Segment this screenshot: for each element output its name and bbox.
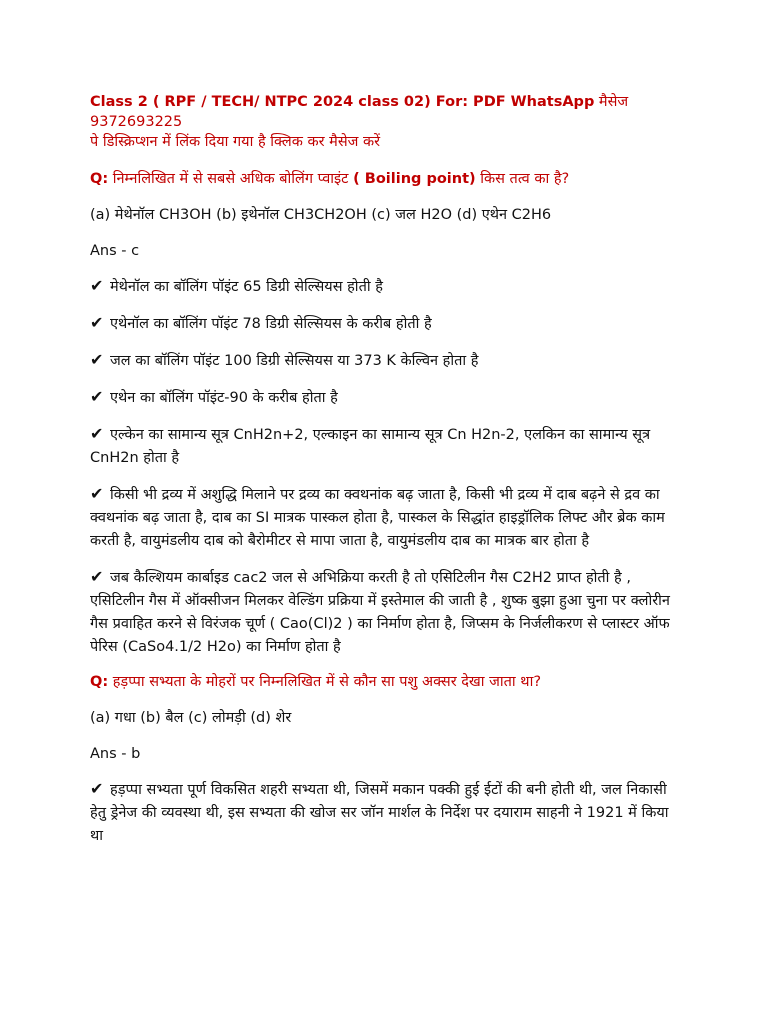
question-label: Q: — [90, 171, 109, 187]
check-icon: ✔ — [90, 350, 104, 369]
point-text: एथेन का बॉलिंग पॉइंट-90 के करीब होता है — [110, 390, 338, 406]
explanation-point — [90, 274, 676, 299]
point-text: एथेनॉल का बॉलिंग पॉइंट 78 डिग्री सेल्सियस के करीब होती है — [110, 316, 432, 332]
check-icon: ✔ — [90, 313, 104, 332]
header-line-2: पे डिस्क्रिप्शन में लिंक दिया गया है क्लिक कर मैसेज करें — [90, 134, 381, 150]
check-icon: ✔ — [90, 424, 104, 443]
question-text: हड़प्पा सभ्यता के मोहरों पर निम्नलिखित में से कौन सा पशु अक्सर देखा जाता था? — [108, 674, 542, 690]
check-icon: ✔ — [90, 276, 104, 295]
question-2-options: (a) गधा (b) बैल (c) लोमड़ी (d) शेर — [90, 710, 292, 726]
header-note — [90, 92, 676, 152]
check-icon: ✔ — [90, 484, 104, 503]
explanation-point — [90, 422, 676, 470]
question-label: Q: — [90, 674, 109, 690]
point-text: किसी भी द्रव्य में अशुद्धि मिलाने पर द्रव्य का क्वथनांक बढ़ जाता है, किसी भी द्रव्य में दाब बढ़ने से द्रव का क्वथनांक बढ़ जाता है, दाब का SI मात्रक पास्कल होता है, पास्कल के सिद्धांत हाइड्रॉलिक लिफ्ट और ब्रेक काम करती है, वायुमंडलीय दाब को बैरोमीटर से मापा जाता है, वायुमंडलीय दाब का मात्रक बार होता है — [90, 487, 665, 549]
question-text-bold: ( Boiling point) — [353, 171, 476, 187]
question-text-end: किस तत्व का है? — [475, 171, 570, 187]
question-2-answer: Ans - b — [90, 746, 141, 762]
point-text: हड़प्पा सभ्यता पूर्ण विकसित शहरी सभ्यता थी, जिसमें मकान पक्की हुई ईटों की बनी होती थी, जल निकासी हेतु ड्रेनेज की व्यवस्था थी, इस सभ्यता की खोज सर जॉन मार्शल के निर्देश पर दयाराम साहनी ने 1921 में किया था — [90, 782, 669, 844]
header-whatsapp-number: मैसेज 9372693225 — [90, 94, 629, 130]
question-1 — [90, 168, 676, 190]
point-text: जल का बॉलिंग पॉइंट 100 डिग्री सेल्सियस या 373 K केल्विन होता है — [110, 353, 479, 369]
question-2 — [90, 671, 676, 693]
explanation-point — [90, 311, 676, 336]
explanation-point — [90, 482, 676, 553]
explanation-point — [90, 385, 676, 410]
point-text: मेथेनॉल का बॉलिंग पॉइंट 65 डिग्री सेल्सियस होती है — [110, 279, 383, 295]
question-text: निम्नलिखित में से सबसे अधिक बोलिंग प्वाइंट — [108, 171, 354, 187]
explanation-point — [90, 565, 676, 659]
header-line-1 — [90, 92, 676, 132]
header-course-title: Class 2 ( RPF / TECH/ NTPC 2024 class 02) For: PDF WhatsApp — [90, 94, 595, 110]
question-1-options: (a) मेथेनॉल CH3OH (b) इथेनॉल CH3CH2OH (c) जल H2O (d) एथेन C2H6 — [90, 207, 552, 223]
point-text: एल्केन का सामान्य सूत्र CnH2n+2, एल्काइन का सामान्य सूत्र Cn H2n-2, एलकिन का सामान्य सूत्र CnH2n होता है — [90, 427, 651, 466]
explanation-point — [90, 777, 676, 848]
check-icon: ✔ — [90, 779, 104, 798]
question-1-answer: Ans - c — [90, 243, 140, 259]
check-icon: ✔ — [90, 567, 104, 586]
check-icon: ✔ — [90, 387, 104, 406]
explanation-point — [90, 348, 676, 373]
point-text: जब कैल्शियम कार्बाइड cac2 जल से अभिक्रिया करती है तो एसिटिलीन गैस C2H2 प्राप्त होती है , एसिटिलीन गैस में ऑक्सीजन मिलकर वेल्डिंग प्रक्रिया में इस्तेमाल की जाती है , शुष्क बुझा हुआ चुना पर क्लोरीन गैस प्रवाहित करने से विरंजक चूर्ण ( Cao(Cl)2 ) का निर्माण होता है, जिप्सम के निर्जलीकरण से प्लास्टर ऑफ पेरिस (CaSo4.1/2 H2o) का निर्माण होता है — [90, 570, 670, 655]
